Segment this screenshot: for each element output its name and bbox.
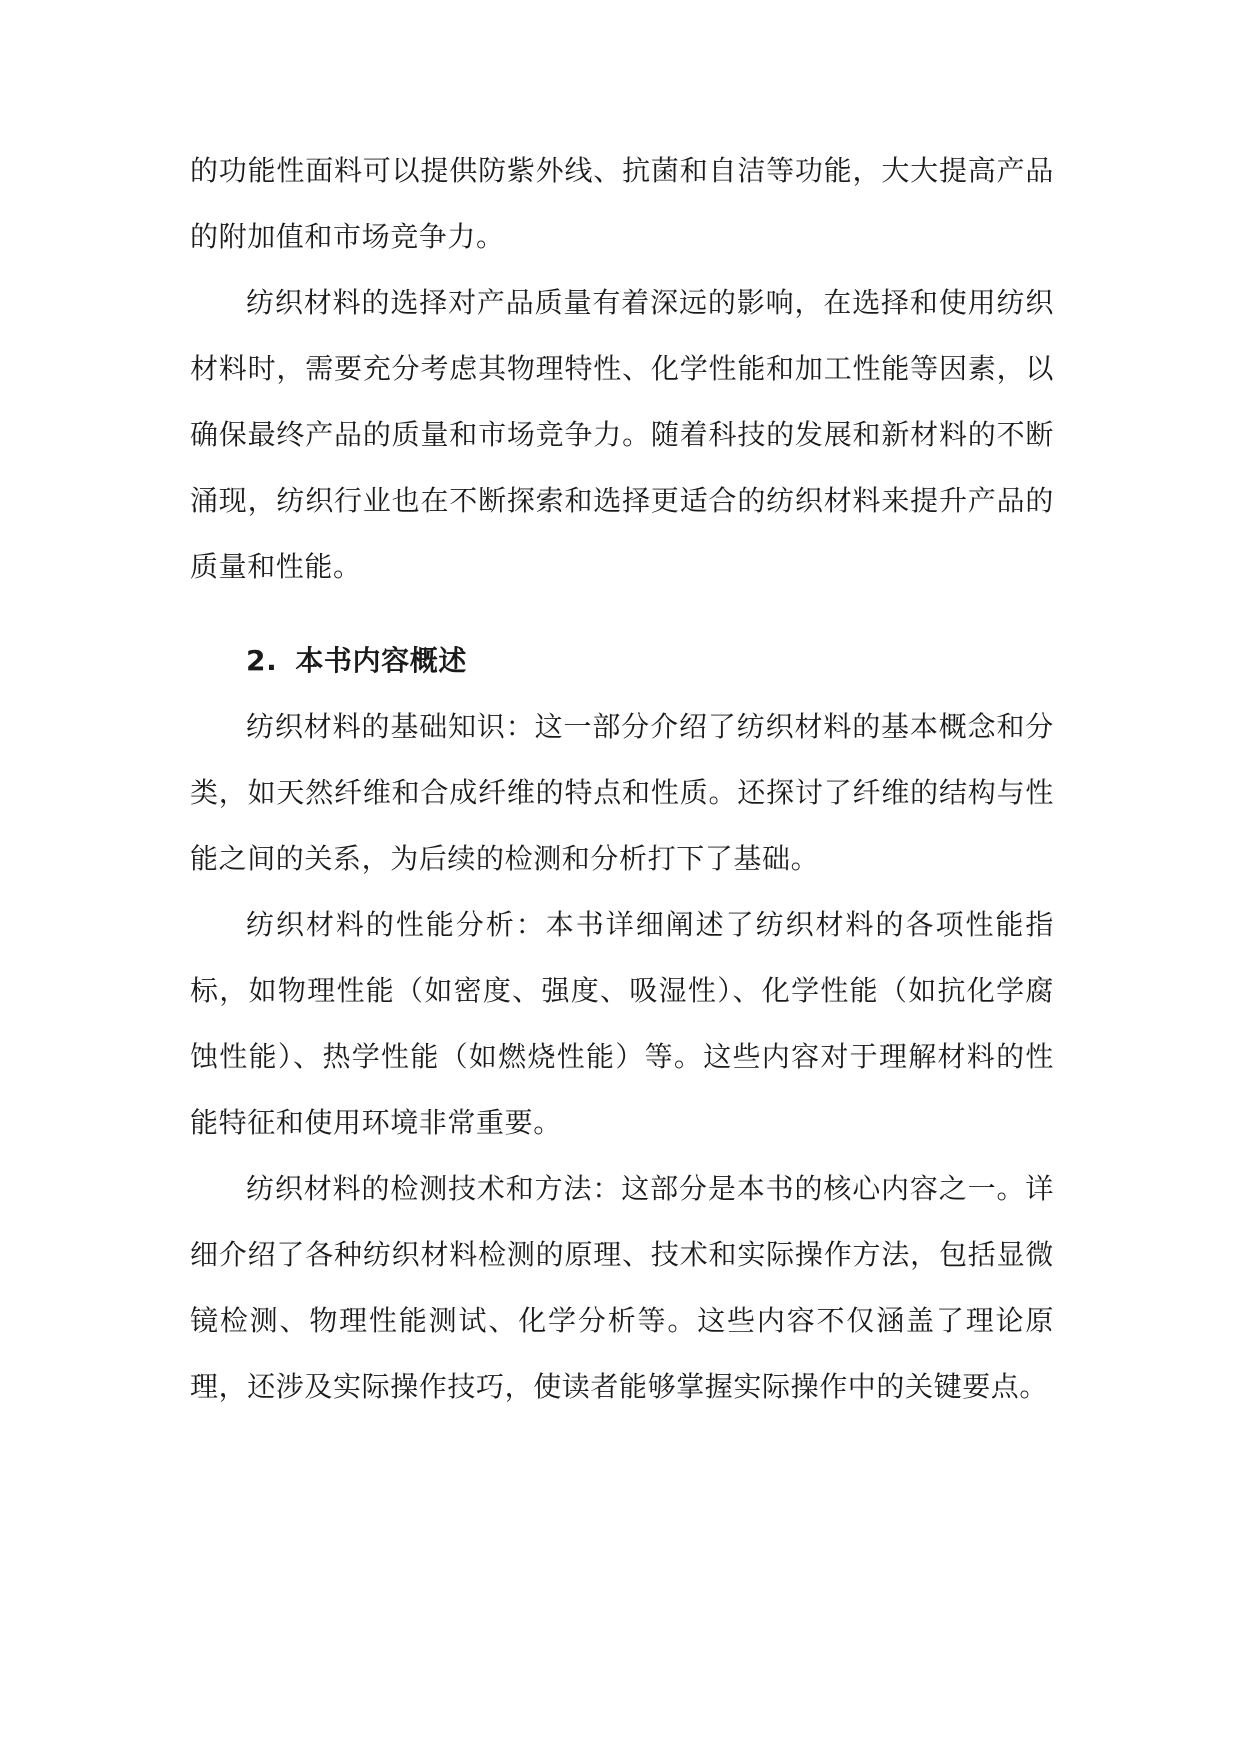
section-heading xyxy=(190,628,1054,694)
paragraph-testing: 纺织材料的检测技术和方法：这部分是本书的核心内容之一。详细介绍了各种纺织材料检测的原理、技术和实际操作方法，包括显微镜检测、物理性能测试、化学分析等。这些内容不仅涵盖了理论原理，还涉及实际操作技巧，使读者能够掌握实际操作中的关键要点。 xyxy=(190,1172,1054,1403)
paragraph-continuation: 的功能性面料可以提供防紫外线、抗菌和自洁等功能，大大提高产品的附加值和市场竞争力。 xyxy=(190,154,1054,253)
document-page xyxy=(190,138,1054,1420)
paragraph-performance: 纺织材料的性能分析：本书详细阐述了纺织材料的各项性能指标，如物理性能（如密度、强度、吸湿性）、化学性能（如抗化学腐蚀性能）、热学性能（如燃烧性能）等。这些内容对于理解材料的性能特征和使用环境非常重要。 xyxy=(190,908,1054,1139)
paragraph-material-selection: 纺织材料的选择对产品质量有着深远的影响，在选择和使用纺织材料时，需要充分考虑其物理特性、化学性能和加工性能等因素，以确保最终产品的质量和市场竞争力。随着科技的发展和新材料的不断涌现，纺织行业也在不断探索和选择更适合的纺织材料来提升产品的质量和性能。 xyxy=(190,286,1054,583)
paragraph-basics: 纺织材料的基础知识：这一部分介绍了纺织材料的基本概念和分类，如天然纤维和合成纤维的特点和性质。还探讨了纤维的结构与性能之间的关系，为后续的检测和分析打下了基础。 xyxy=(190,710,1054,875)
section-title: 本书内容概述 xyxy=(295,644,467,677)
section-number: 2. xyxy=(246,644,278,677)
